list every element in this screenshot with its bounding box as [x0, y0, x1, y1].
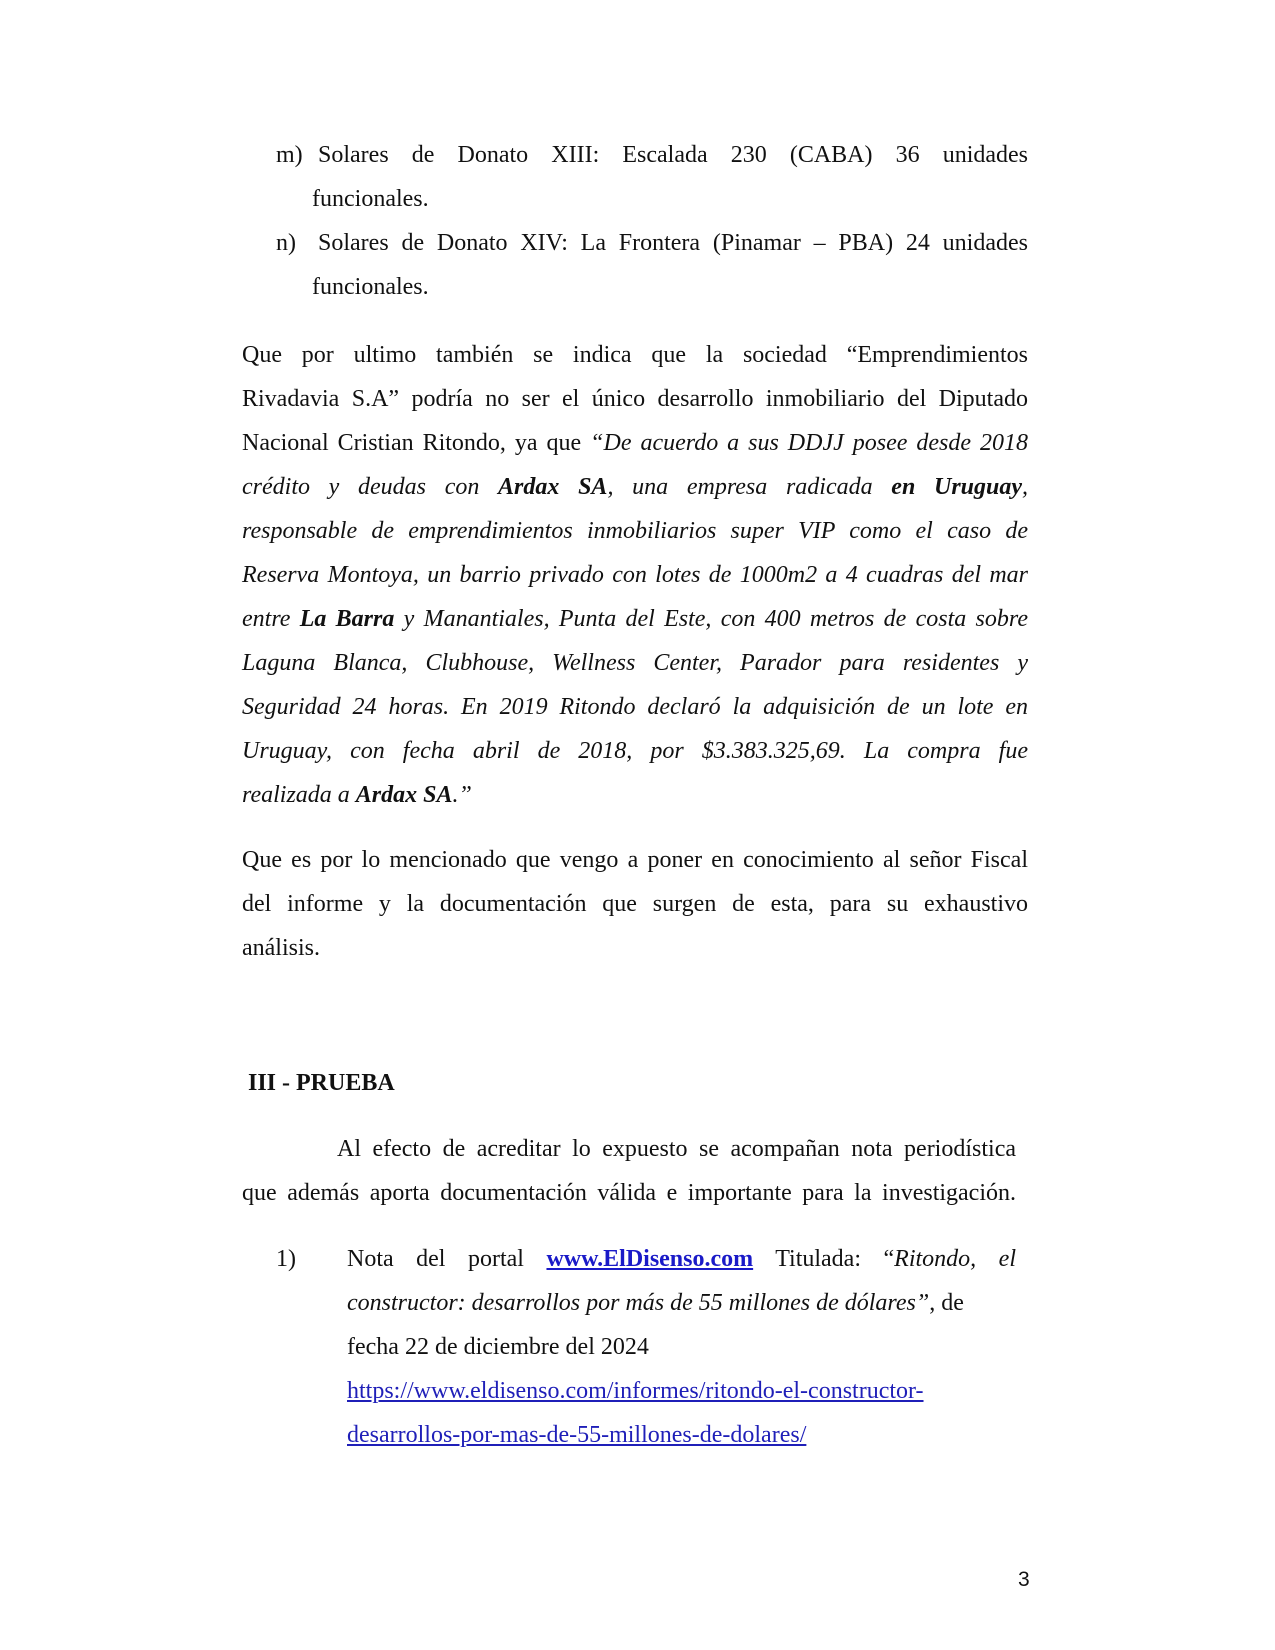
- evidence-text: , de: [929, 1290, 964, 1316]
- p1-line: [242, 778, 472, 812]
- evidence-line: [347, 1242, 1016, 1276]
- p1-line: Rivadavia S.A” podría no ser el único desarrollo inmobiliario del Diputado: [242, 386, 1028, 412]
- p1-text: crédito y deudas con: [242, 474, 499, 500]
- p2-line: análisis.: [242, 935, 320, 961]
- p2-line: del informe y la documentación que surgen de esta, para su exhaustivo: [242, 891, 1028, 917]
- article-url-line2[interactable]: desarrollos-por-mas-de-55-millones-de-dolares/: [347, 1422, 807, 1448]
- p1-line: Uruguay, con fecha abril de 2018, por $3.383.325,69. La compra fue: [242, 738, 1028, 764]
- article-title: constructor: desarrollos por más de 55 millones de dólares”: [347, 1290, 930, 1316]
- place-la-barra: La Barra: [299, 606, 395, 632]
- quote-start: “De acuerdo a sus DDJJ posee desde 2018: [590, 430, 1028, 456]
- p1-text: Nacional Cristian Ritondo, ya que: [242, 430, 591, 456]
- article-url[interactable]: [347, 1374, 924, 1408]
- p1-line: Que por ultimo también se indica que la sociedad “Emprendimientos: [242, 342, 1028, 368]
- p1-text: entre: [242, 606, 300, 632]
- company-ardax: Ardax SA: [498, 474, 608, 500]
- p1-text: .”: [452, 782, 472, 808]
- list-item-m-line2: funcionales.: [312, 186, 429, 212]
- evidence-line: [347, 1286, 1016, 1320]
- p1-line: [242, 602, 1028, 636]
- p1-line: [242, 470, 1028, 504]
- page-number: 3: [1018, 1568, 1030, 1591]
- evidence-date: fecha 22 de diciembre del 2024: [347, 1334, 649, 1360]
- section-heading: III - PRUEBA: [248, 1070, 395, 1096]
- p2-line: Que es por lo mencionado que vengo a poner en conocimiento al señor Fiscal: [242, 847, 1028, 873]
- p1-text: y Manantiales, Punta del Este, con 400 metros de costa sobre: [394, 606, 1028, 632]
- p1-line: Seguridad 24 horas. En 2019 Ritondo declaró la adquisición de un lote en: [242, 694, 1028, 720]
- evidence-marker: 1): [276, 1246, 296, 1272]
- list-item-m-line1: Solares de Donato XIII: Escalada 230 (CABA) 36 unidades: [318, 142, 1028, 168]
- evidence-text: Titulada: “: [753, 1246, 895, 1272]
- list-item-n-line2: funcionales.: [312, 274, 429, 300]
- p1-line: Laguna Blanca, Clubhouse, Wellness Center, Parador para residentes y: [242, 650, 1028, 676]
- p1-text: , una empresa radicada: [607, 474, 892, 500]
- p3-line: Al efecto de acreditar lo expuesto se acompañan nota periodística: [337, 1136, 1016, 1162]
- p1-line: Reserva Montoya, un barrio privado con lotes de 1000m2 a 4 cuadras del mar: [242, 562, 1028, 588]
- article-url-line1[interactable]: https://www.eldisenso.com/informes/ritondo-el-constructor-: [347, 1378, 924, 1404]
- p3-line: que además aporta documentación válida e importante para la investigación.: [242, 1180, 1016, 1206]
- p1-text: realizada a: [242, 782, 356, 808]
- p1-line: responsable de emprendimientos inmobiliarios super VIP como el caso de: [242, 518, 1028, 544]
- emphasis-uruguay: en Uruguay: [891, 474, 1023, 500]
- list-marker-n: n): [276, 230, 296, 256]
- article-title: Ritondo, el: [894, 1246, 1016, 1272]
- article-url[interactable]: [347, 1418, 806, 1452]
- list-marker-m: m): [276, 142, 303, 168]
- p1-text: ,: [1022, 474, 1029, 500]
- p1-line: [242, 426, 1028, 460]
- company-ardax: Ardax SA: [355, 782, 453, 808]
- list-item-n-line1: Solares de Donato XIV: La Frontera (Pinamar – PBA) 24 unidades: [318, 230, 1028, 256]
- evidence-text: Nota del portal: [347, 1246, 547, 1272]
- portal-link[interactable]: www.ElDisenso.com: [546, 1246, 754, 1272]
